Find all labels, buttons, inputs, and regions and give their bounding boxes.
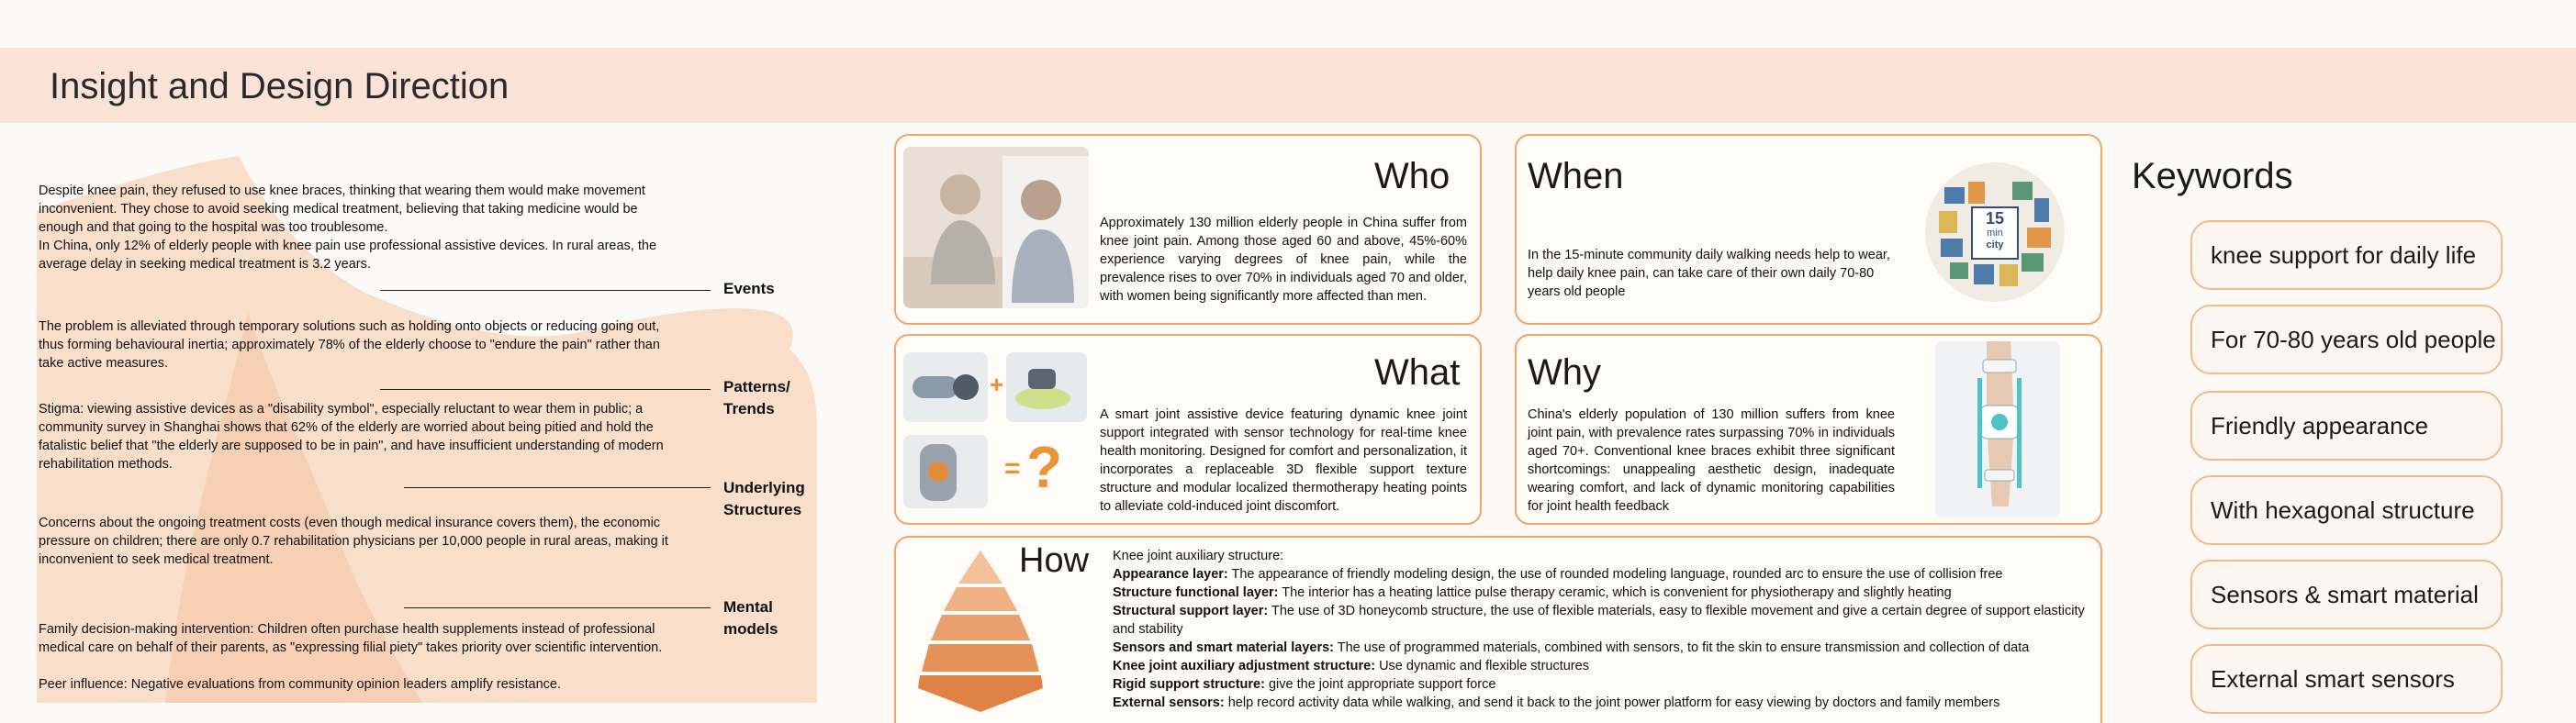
equals-sign: = (1004, 453, 1021, 484)
how-item-external: External sensors: help record activity data while walking, and send it back to the joint power platform for easy viewing by doctors and family members (1113, 695, 2000, 710)
structures-line (404, 487, 711, 488)
events-text-2: In China, only 12% of elderly people with knee pain use professional assistive devices. In rural areas, the average delay in seeking medical treatment is 3.2 years. (39, 239, 657, 272)
events-line (380, 290, 711, 291)
when-title: When (1528, 156, 1624, 196)
keyword-pill: Friendly appearance (2190, 391, 2503, 461)
city-badge-unit: min (1987, 228, 2003, 239)
label-patterns: Patterns/ Trends (723, 378, 790, 417)
city-badge-number: 15 (1985, 209, 2005, 228)
city-badge-word: city (1986, 239, 2004, 250)
when-text: In the 15-minute community daily walking needs help to wear, help daily knee pain, can take care of their own daily 70-80 years old people (1528, 248, 1890, 299)
how-item-adjustment: Knee joint auxiliary adjustment structure: Use dynamic and flexible structures (1113, 659, 1589, 673)
label-structures: Underlying Structures (723, 479, 805, 518)
knee-massager-photo (903, 352, 988, 422)
keyword-pill: External smart sensors (2190, 644, 2503, 714)
how-item-rigid: Rigid support structure: give the joint appropriate support force (1113, 677, 1496, 692)
how-intro: Knee joint auxiliary structure: (1113, 549, 1284, 563)
why-text: China's elderly population of 130 million suffers from knee joint pain, with prevalence rates surpassing 70% in individuals aged 70+. Conventional knee braces exhibit three significant shortcomings: unappealing aesthetic design, inadequate wearing comfort, and lack of dynamic monitoring capabilities for joint health feedback (1528, 407, 1895, 514)
what-title: What (1374, 352, 1461, 393)
page-title: Insight and Design Direction (50, 66, 510, 106)
how-item-support: Structural support layer: The use of 3D honeycomb structure, the use of flexible materials, easy to flexible movement and give a certain degree of support elasticity and stability (1113, 604, 2085, 637)
heating-pad-photo (1006, 352, 1087, 422)
label-models: Mental models (723, 598, 778, 638)
knee-brace-photo (903, 435, 988, 508)
how-item-sensors: Sensors and smart material layers: The use of programmed materials, combined with sensors, to fit the skin to ensure transmission and collection of data (1113, 640, 2030, 655)
patterns-text: The problem is alleviated through temporary solutions such as holding onto objects or reducing going out, thus forming behavioural inertia; approximately 78% of the elderly choose to "endure the pain" rather than take active measures. (39, 319, 660, 371)
events-text-1: Despite knee pain, they refused to use knee braces, thinking that wearing them would make movement inconvenient. They chose to avoid seeking medical treatment, believing that taking medicine would be enough and that going to the hospital was too troublesome. (39, 184, 645, 235)
structures-text: Stigma: viewing assistive devices as a "disability symbol", especially reluctant to wear them in public; a community survey in Shanghai shows that 62% of the elderly are worried about being pitied and hold the fatalistic belief that "the elderly are supposed to be in pain", and have insufficient understanding of modern rehabilitation methods. (39, 402, 664, 472)
peer-text: Peer influence: Negative evaluations from community opinion leaders amplify resistance. (39, 677, 562, 692)
keyword-pill: knee support for daily life (2190, 220, 2503, 290)
question-mark: ? (1026, 434, 1063, 500)
who-text: Approximately 130 million elderly people in China suffer from knee joint pain. Among those aged 60 and above, 45%-60% experience varying degrees of knee pain, while the prevalence rises to over 70% in individuals aged 70 and older, with women being significantly more affected than men. (1100, 216, 1467, 304)
keyword-pill: Sensors & smart material (2190, 560, 2503, 629)
keywords-title: Keywords (2132, 156, 2293, 196)
how-item-appearance: Appearance layer: The appearance of friendly modeling design, the use of rounded modeling language, rounded arc to ensure the use of collision free (1113, 567, 2003, 582)
how-list (1113, 547, 2095, 712)
who-title: Who (1374, 156, 1450, 196)
what-text: A smart joint assistive device featuring dynamic knee joint support integrated with sensor technology for real-time knee health monitoring. Designed for comfort and personalization, it incorporates a replaceable 3D flexible support texture structure and modular localized thermotherapy heating points to alleviate cold-induced joint discomfort. (1100, 407, 1467, 514)
costs-text: Concerns about the ongoing treatment costs (even though medical insurance covers them), the economic pressure on children; there are only 0.7 rehabilitation physicians per 10,000 people in rural areas, making it inconvenient to seek medical treatment. (39, 516, 668, 567)
how-item-functional: Structure functional layer: The interior has a heating lattice pulse therapy ceramic, which is convenient for physiotherapy and slightly heating (1113, 585, 1952, 600)
how-title: How (1019, 541, 1090, 580)
why-title: Why (1528, 352, 1601, 393)
keyword-pill: With hexagonal structure (2190, 475, 2503, 545)
family-text: Family decision-making intervention: Children often purchase health supplements instead of professional medical care on behalf of their parents, as "expressing filial piety" takes priority over scientific intervention. (39, 622, 663, 655)
label-events: Events (723, 280, 775, 297)
who-photo (903, 147, 1089, 308)
leg-brace-photo (1935, 341, 2060, 517)
keyword-pill: For 70-80 years old people (2190, 305, 2503, 374)
models-line (404, 607, 711, 608)
patterns-line (380, 389, 711, 390)
city-illustration (1924, 161, 2066, 303)
plus-sign: + (990, 371, 1004, 398)
